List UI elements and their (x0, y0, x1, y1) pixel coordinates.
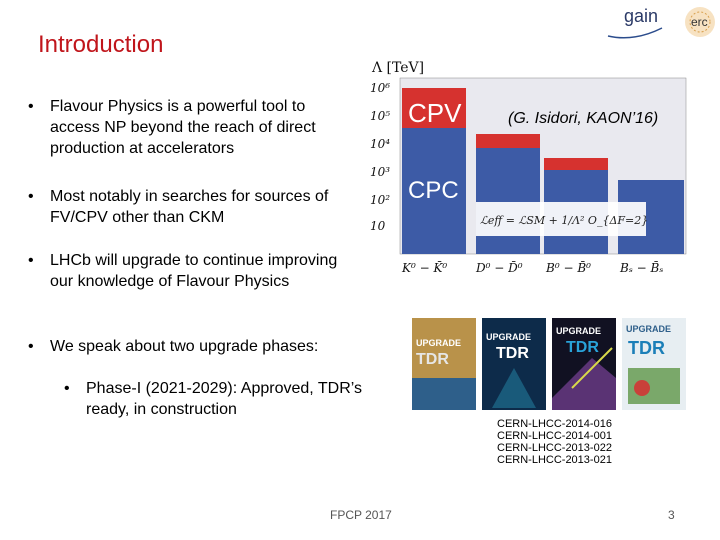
tdr-cover (412, 318, 476, 410)
sub-bullet-text: Phase-I (2021-2029): Approved, TDR’s ready, in construction (86, 380, 363, 418)
cover-title: UPGRADE (486, 332, 532, 342)
citation: (G. Isidori, KAON’16) (508, 110, 659, 127)
slide-title: Introduction (38, 31, 164, 58)
bullet-dot: • (28, 338, 34, 355)
erc-logo (604, 2, 718, 44)
bullet-dot: • (28, 188, 34, 205)
y-tick: 10⁶ (370, 81, 391, 95)
bullet-text: We speak about two upgrade phases: (50, 338, 319, 355)
cover-title: UPGRADE (556, 326, 602, 336)
cover-badge: TDR (566, 339, 599, 356)
reference-line: CERN-LHCC-2014-016 (497, 418, 612, 430)
np-scale-figure (366, 56, 688, 278)
cpv-label: CPV (408, 98, 462, 128)
bullet-dot: • (28, 252, 34, 269)
x-label: D⁰ − D̄⁰ (476, 261, 523, 275)
x-label: B⁰ − B̄⁰ (546, 261, 591, 275)
reference-line: CERN-LHCC-2013-021 (497, 454, 612, 466)
bullet-dot: • (64, 380, 70, 397)
tdr-cover (622, 318, 686, 410)
bullet-text: Most notably in searches for sources of FV/CPV other than CKM (50, 188, 329, 226)
bullet-text: Flavour Physics is a powerful tool to access NP beyond the reach of direct production at accelerators (50, 98, 316, 157)
tdr-cover (552, 318, 616, 410)
tdr-references (497, 418, 612, 466)
reference-line: CERN-LHCC-2014-001 (497, 430, 612, 442)
x-label: K⁰ − K̄⁰ (402, 261, 448, 275)
footer-conference: FPCP 2017 (330, 508, 392, 522)
bullet-dot: • (28, 98, 34, 115)
y-tick: 10⁴ (370, 137, 391, 151)
cpc-label: CPC (408, 177, 459, 204)
cover-badge: TDR (628, 338, 665, 358)
reference-line: CERN-LHCC-2013-022 (497, 442, 612, 454)
y-tick: 10⁵ (370, 109, 391, 123)
cover-title: UPGRADE (416, 338, 462, 348)
y-tick: 10³ (370, 165, 391, 179)
logo-subtext: erc (691, 15, 708, 29)
cpc-bar-d0 (476, 148, 540, 254)
y-axis-label: Λ [TeV] (372, 60, 425, 76)
tdr-cover (482, 318, 546, 410)
y-tick: 10² (370, 193, 391, 207)
cover-title: UPGRADE (626, 324, 672, 334)
effective-lagrangian-formula: ℒeff = ℒSM + 1/Λ² O_{ΔF=2} (480, 214, 649, 227)
tdr-covers (412, 318, 688, 410)
bullet-text: LHCb will upgrade to continue improving our knowledge of Flavour Physics (50, 252, 338, 290)
logo-text: gain (624, 6, 659, 26)
page-number: 3 (668, 508, 675, 522)
cover-badge: TDR (416, 351, 449, 368)
cover-badge: TDR (496, 345, 529, 362)
cpv-bar-d0 (476, 134, 540, 148)
cpv-bar-b0 (544, 158, 608, 170)
y-tick: 10 (370, 219, 386, 233)
x-label: Bₛ − B̄ₛ (620, 261, 664, 275)
